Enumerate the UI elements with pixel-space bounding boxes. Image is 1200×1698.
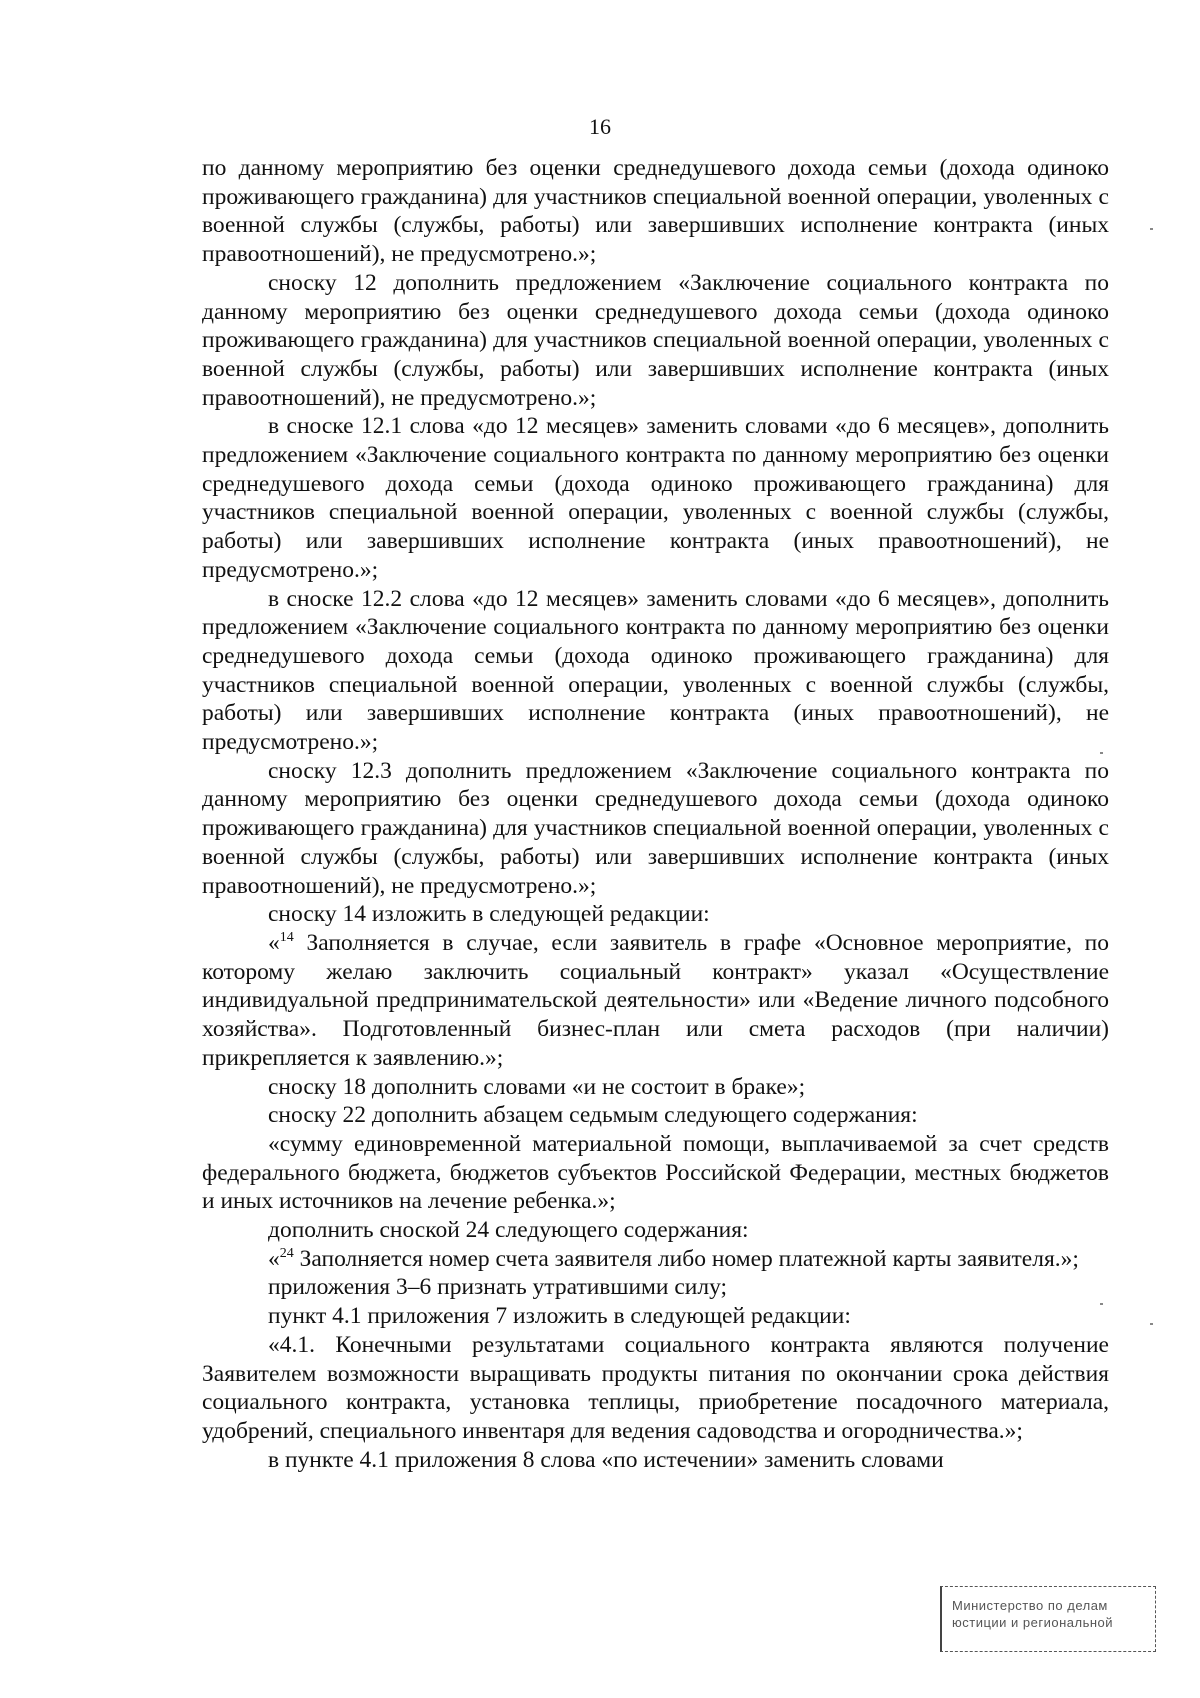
paragraph: в сноске 12.2 слова «до 12 месяцев» заменить словами «до 6 месяцев», дополнить предложением «Заключение социального контракта по данному мероприятию без оценки среднедушевого дохода семьи (дохода одиноко проживающего гражданина) для участников специальной военной операции, уволенных с военной службы (службы, работы) или завершивших исполнение контракта (иных правоотношений), не предусмотрено.»;: [202, 585, 1109, 756]
paragraph: сноску 14 изложить в следующей редакции:: [268, 901, 710, 928]
paragraph: сноску 22 дополнить абзацем седьмым следующего содержания:: [268, 1102, 918, 1129]
scan-speck: [1100, 1303, 1103, 1305]
stamp-line: юстиции и региональной: [952, 1615, 1114, 1630]
paragraph: по данному мероприятию без оценки среднедушевого дохода семьи (дохода одиноко проживающего гражданина) для участников специальной военной операции, уволенных с военной службы (службы, работы) или завершивших исполнение контракта (иных правоотношений), не предусмотрено.»;: [202, 155, 1109, 268]
paragraph: пункт 4.1 приложения 7 изложить в следующей редакции:: [268, 1303, 851, 1330]
footnote-marker: 24: [279, 1245, 294, 1261]
paragraph: в пункте 4.1 приложения 8 слова «по истечении» заменить словами: [268, 1446, 944, 1473]
scan-speck: [1100, 752, 1103, 754]
paragraph: сноску 12.3 дополнить предложением «Заключение социального контракта по данному мероприятию без оценки среднедушевого дохода семьи (дохода одиноко проживающего гражданина) для участников специальной военной операции, уволенных с военной службы (службы, работы) или завершивших исполнение контракта (иных правоотношений), не предусмотрено.»;: [202, 757, 1109, 899]
paragraph: «сумму единовременной материальной помощи, выплачиваемой за счет средств федерального бюджета, бюджетов субъектов Российской Федерации, местных бюджетов и иных источников на лечение ребенка.»;: [202, 1130, 1109, 1215]
footnote-text-paragraph: «$^{24}$ Заполняется номер счета заявителя либо номер платежной карты заявителя.»;: [268, 1245, 1079, 1272]
document-body: [202, 154, 1109, 1474]
page-number: 16: [589, 114, 611, 139]
registration-stamp: [940, 1586, 1156, 1652]
paragraph: дополнить сноской 24 следующего содержания:: [268, 1217, 749, 1244]
paragraph: в сноске 12.1 слова «до 12 месяцев» заменить словами «до 6 месяцев», дополнить предложением «Заключение социального контракта по данному мероприятию без оценки среднедушевого дохода семьи (дохода одиноко проживающего гражданина) для участников специальной военной операции, уволенных с военной службы (службы, работы) или завершивших исполнение контракта (иных правоотношений), не предусмотрено.»;: [202, 413, 1109, 583]
stamp-line: Министерство по делам: [952, 1598, 1108, 1613]
paragraph: «4.1. Конечными результатами социального контракта являются получение Заявителем возможности выращивать продукты питания по окончании срока действия социального контракта, установка теплицы, приобретение посадочного материала, удобрений, специального инвентаря для ведения садоводства и огородничества.»;: [202, 1331, 1109, 1444]
paragraph: сноску 18 дополнить словами «и не состоит в браке»;: [268, 1073, 806, 1100]
footnote-marker: 14: [279, 930, 294, 946]
footnote-text-paragraph: «$^{14}$ Заполняется в случае, если заявитель в графе «Основное мероприятие, по которому желаю заключить социальный контракт» указал «Осуществление индивидуальной предпринимательской деятельности» или «Ведение личного подсобного хозяйства». Подготовленный бизнес-план или смета расходов (при наличии) прикрепляется к заявлению.»;: [202, 929, 1109, 1071]
paragraph: приложения 3–6 признать утратившими силу;: [268, 1274, 728, 1301]
scan-speck: [1150, 228, 1153, 230]
scan-speck: [1150, 1323, 1153, 1325]
paragraph: сноску 12 дополнить предложением «Заключение социального контракта по данному мероприятию без оценки среднедушевого дохода семьи (дохода одиноко проживающего гражданина) для участников специальной военной операции, уволенных с военной службы (службы, работы) или завершивших исполнение контракта (иных правоотношений), не предусмотрено.»;: [202, 269, 1109, 411]
